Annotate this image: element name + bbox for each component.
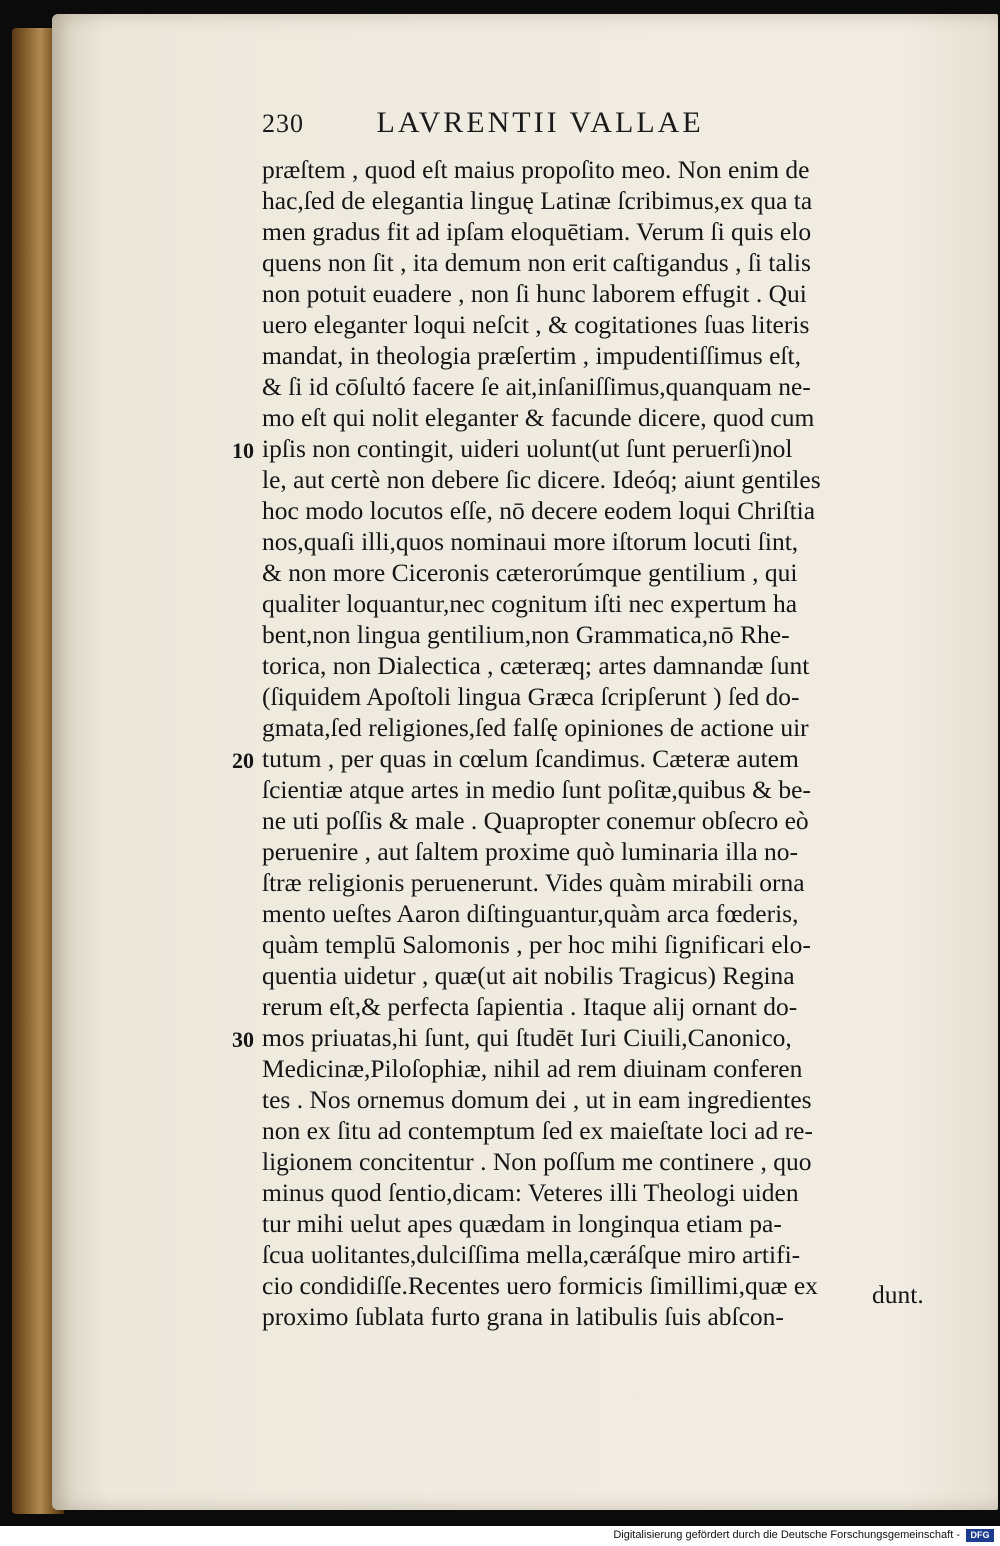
text-line: gmata,ſed religiones,ſed falſę opiniones de actione uir [262, 713, 809, 742]
text-line: Medicinæ,Piloſophiæ, nihil ad rem diuinam conferen [262, 1054, 803, 1083]
text-line: torica, non Dialectica , cæteræq; artes damnandæ ſunt [262, 651, 810, 680]
text-line: quàm templū Salomonis , per hoc mihi ſignificari elo- [262, 930, 811, 959]
text-line: ſcientiæ atque artes in medio ſunt poſitæ,quibus & be- [262, 775, 811, 804]
text-line: le, aut certè non debere ſic dicere. Ideóq; aiunt gentiles [262, 465, 821, 494]
dfg-logo: DFG [966, 1529, 994, 1542]
text-line: ipſis non contingit, uideri uolunt(ut ſunt peruerſi)nol [262, 434, 793, 463]
text-line: uero eleganter loqui neſcit , & cogitationes ſuas literis [262, 310, 810, 339]
catchword: dunt. [872, 1280, 924, 1309]
text-line: minus quod ſentio,dicam: Veteres illi Theologi uiden [262, 1178, 799, 1207]
text-line: præſtem , quod eſt maius propoſito meo. Non enim de [262, 155, 810, 184]
text-line: ne uti poſſis & male . Quapropter conemur obſecro eò [262, 806, 809, 835]
text-line: bent,non lingua gentilium,non Grammatica,nō Rhe- [262, 620, 790, 649]
text-line: tes . Nos ornemus domum dei , ut in eam ingredientes [262, 1085, 812, 1114]
text-line: ſcua uolitantes,dulciſſima mella,cæráſque miro artifi- [262, 1240, 801, 1269]
running-head [262, 106, 704, 140]
text-line: nos,quaſi illi,quos nominaui more iſtorum locuti ſint, [262, 527, 799, 556]
text-line: cio condidiſſe.Recentes uero formicis ſimillimi,quæ ex [262, 1271, 818, 1300]
text-line: men gradus fit ad ipſam eloquētiam. Verum ſi quis elo [262, 217, 812, 246]
text-line: non ex ſitu ad contemptum ſed ex maieſtate loci ad re- [262, 1116, 813, 1145]
text-line: ſtræ religionis peruenerunt. Vides quàm mirabili orna [262, 868, 805, 897]
text-line: mo eſt qui nolit eleganter & facunde dicere, quod cum [262, 403, 815, 432]
text-line: mandat, in theologia præſertim , impudentiſſimus eſt, [262, 341, 801, 370]
text-line: & ſi id cōſultó facere ſe ait,inſaniſſimus,quanquam ne- [262, 372, 811, 401]
text-line: (ſiquidem Apoſtoli lingua Græca ſcripſerunt ) ſed do- [262, 682, 800, 711]
footer-bar [0, 1526, 1000, 1546]
text-line: mento ueſtes Aaron diſtinguantur,quàm arca fœderis, [262, 899, 799, 928]
text-line: rerum eſt,& perfecta ſapientia . Itaque alij ornant do- [262, 992, 798, 1021]
running-head-title: LAVRENTII VALLAE [376, 106, 704, 139]
text-line: proximo ſublata furto grana in latibulis ſuis abſcon- [262, 1302, 784, 1331]
text-line: qualiter loquantur,nec cognitum iſti nec expertum ha [262, 589, 798, 618]
text-block [262, 154, 932, 1332]
text-line: tur mihi uelut apes quædam in longinqua etiam pa- [262, 1209, 782, 1238]
text-line: hoc modo locutos eſſe, nō decere eodem loqui Chriſtia [262, 496, 816, 525]
text-line: tutum , per quas in cœlum ſcandimus. Cæteræ autem [262, 744, 799, 773]
text-line: quentia uidetur , quæ(ut ait nobilis Tragicus) Regina [262, 961, 795, 990]
line-number-20: 20 [232, 748, 254, 773]
text-line: ligionem concitentur . Non poſſum me continere , quo [262, 1147, 812, 1176]
text-line: non potuit euadere , non ſi hunc laborem effugit . Qui [262, 279, 807, 308]
text-line: quens non ſit , ita demum non erit caſtigandus , ſi talis [262, 248, 811, 277]
text-line: mos priuatas,hi ſunt, qui ſtudēt Iuri Ciuili,Canonico, [262, 1023, 792, 1052]
text-line: hac,ſed de elegantia linguę Latinæ ſcribimus,ex qua ta [262, 186, 813, 215]
footer-credit: Digitalisierung gefördert durch die Deutsche Forschungsgemeinschaft - [613, 1529, 960, 1541]
line-number-30: 30 [232, 1027, 254, 1052]
line-number-10: 10 [232, 438, 254, 463]
text-line: & non more Ciceronis cæterorúmque gentilium , qui [262, 558, 798, 587]
page-number: 230 [262, 109, 304, 138]
text-line: peruenire , aut ſaltem proxime quò luminaria illa no- [262, 837, 799, 866]
